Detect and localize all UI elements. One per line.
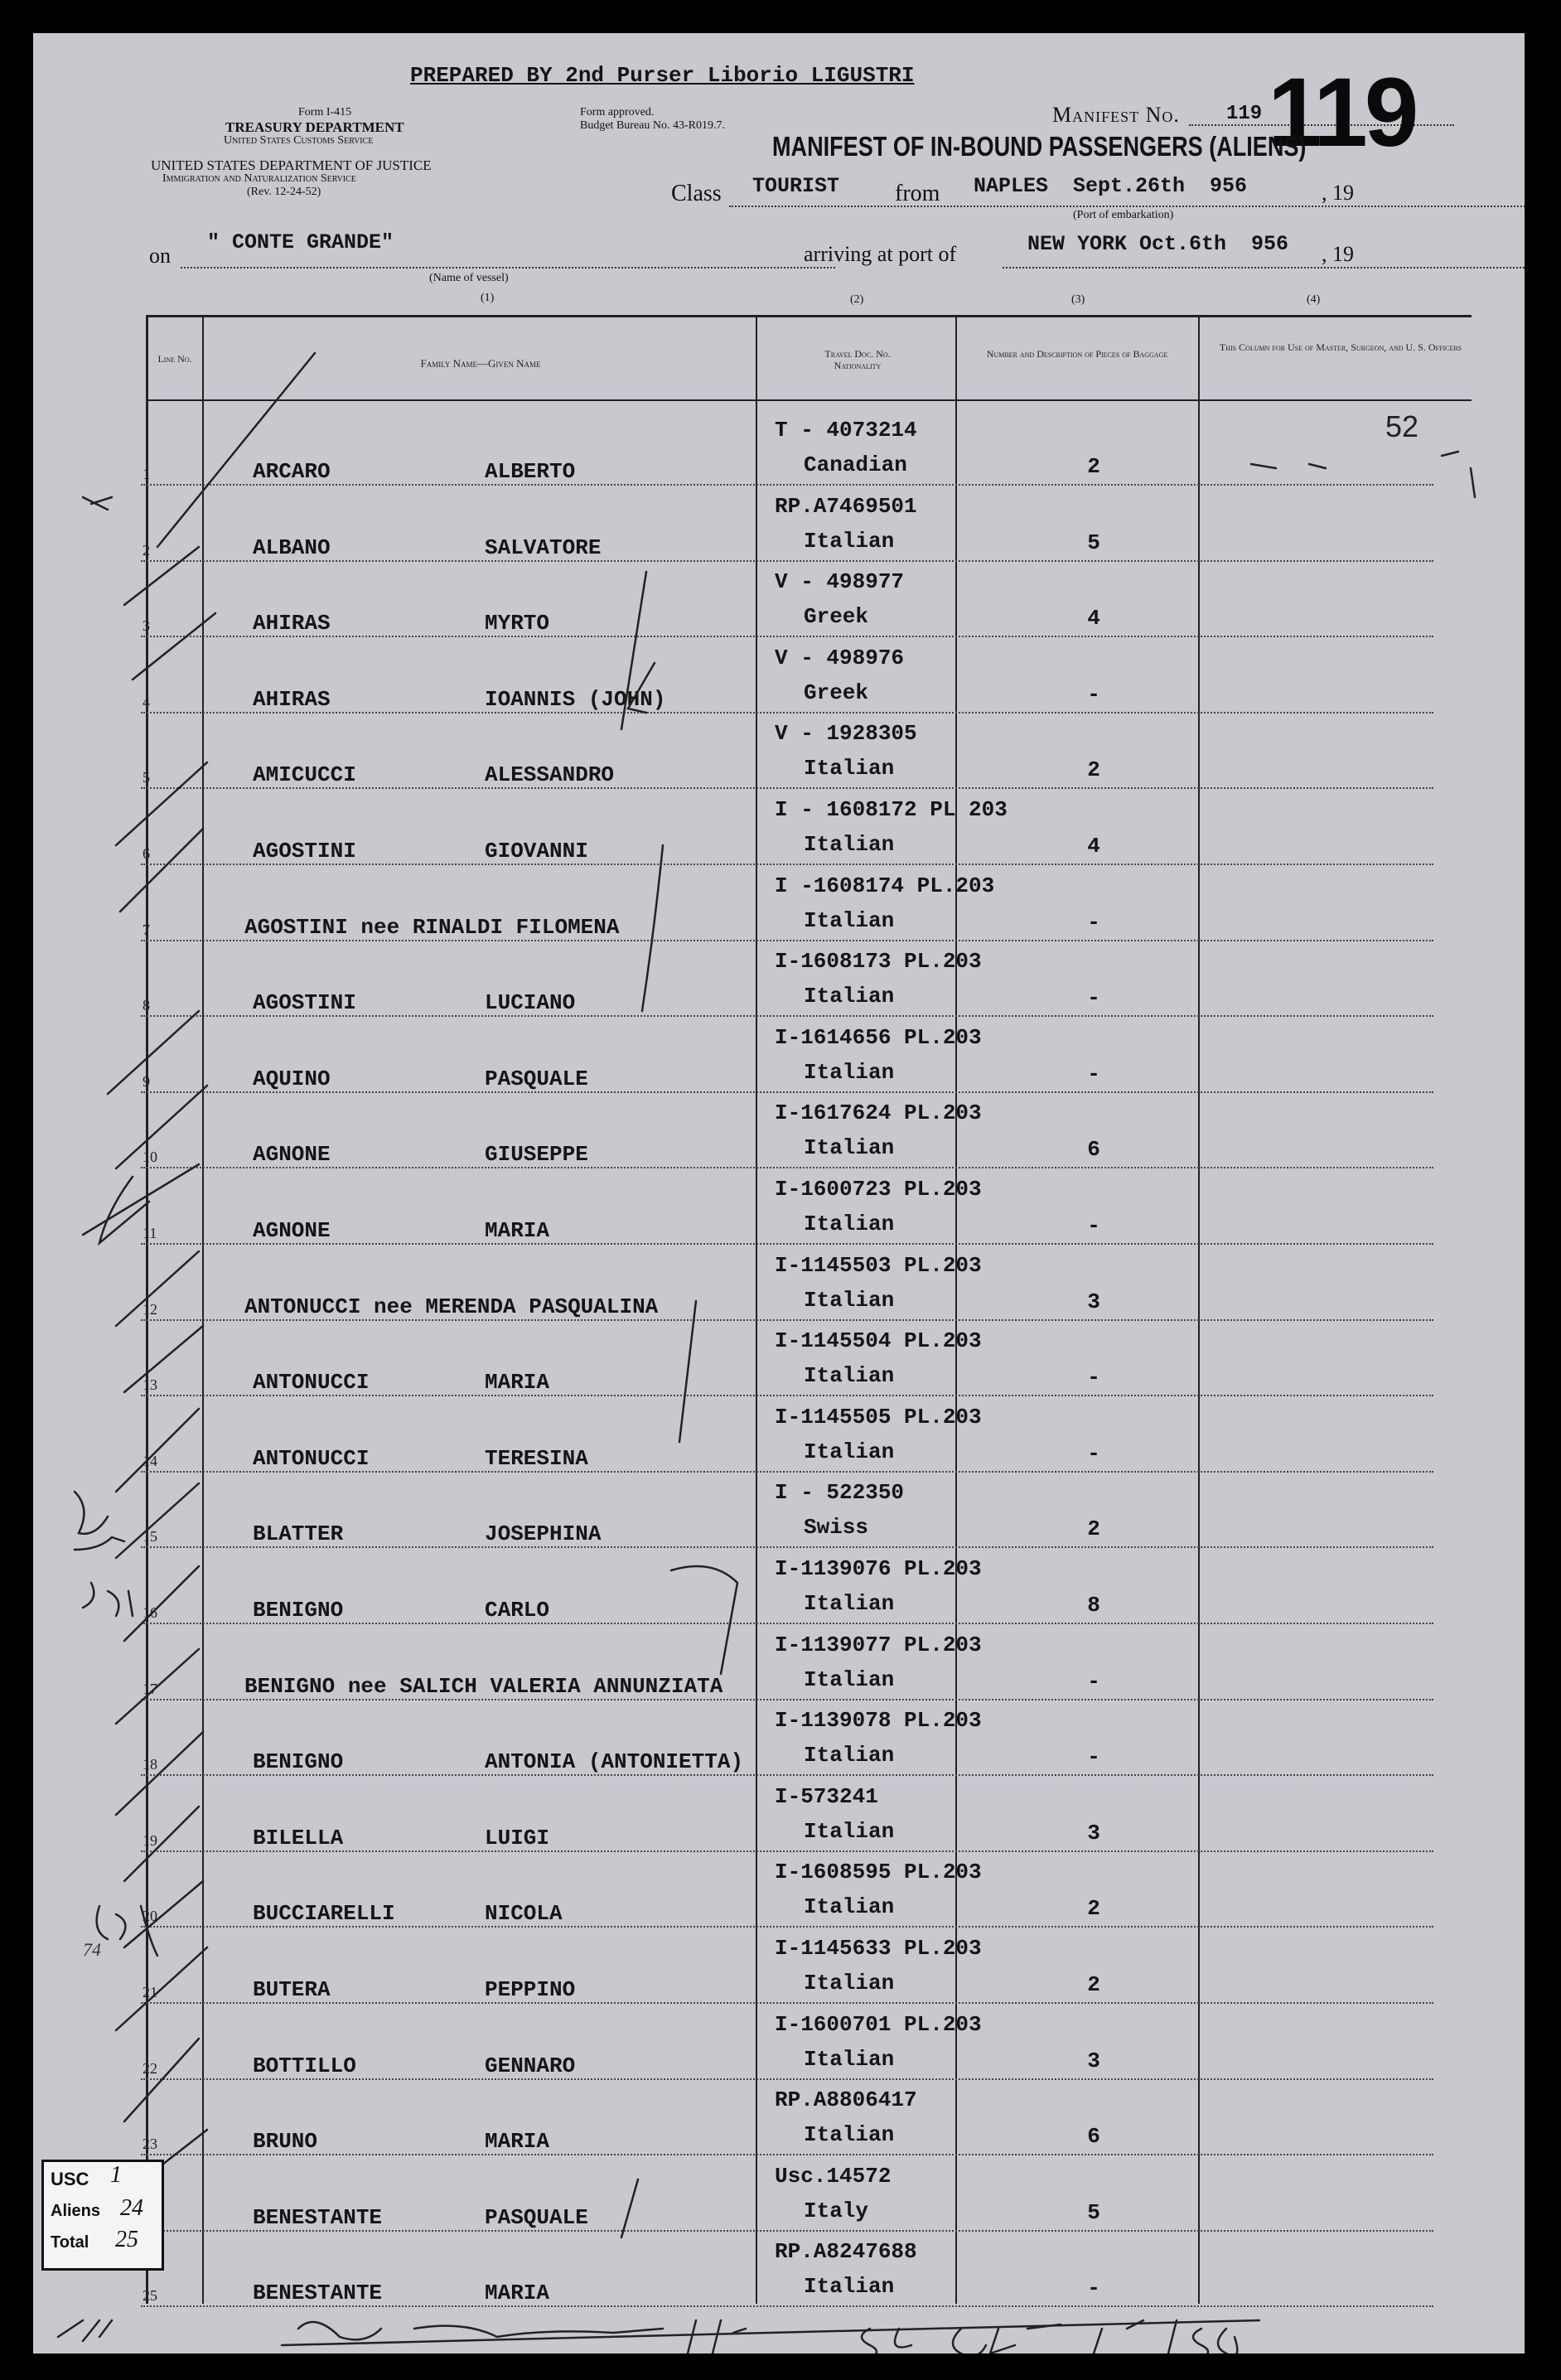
- line-number: 10: [143, 1149, 157, 1166]
- family-name: ANTONUCCI: [253, 1370, 370, 1396]
- line-number: 4: [143, 693, 150, 710]
- nationality: Italian: [804, 1287, 895, 1313]
- column-header-baggage: Number and Description of Pieces of Baggage: [986, 348, 1168, 360]
- column-header-name: Family Name—Given Name: [420, 357, 541, 370]
- given-name: GENNARO: [485, 2053, 576, 2078]
- col-number-2: (2): [850, 293, 864, 306]
- line-number: 15: [143, 1528, 157, 1546]
- family-name: AHIRAS: [253, 686, 331, 712]
- passenger-name: AGOSTINI nee RINALDI FILOMENA: [244, 914, 620, 940]
- given-name: GIOVANNI: [485, 839, 588, 863]
- vessel-name-label: (Name of vessel): [429, 272, 509, 284]
- nationality: Italian: [804, 2122, 895, 2148]
- customs-service: United States Customs Service: [224, 134, 374, 147]
- manifest-number-stamp: 119: [1268, 58, 1416, 167]
- arriving-label: arriving at port of: [804, 242, 957, 266]
- nationality: Swiss: [804, 1515, 869, 1541]
- budget-bureau: Budget Bureau No. 43-R019.7.: [580, 119, 725, 132]
- given-name: LUIGI: [485, 1825, 550, 1850]
- given-name: MYRTO: [485, 611, 550, 636]
- from-value: NAPLES Sept.26th 956: [974, 174, 1248, 198]
- line-number: 14: [143, 1452, 157, 1469]
- nationality: Canadian: [804, 452, 907, 477]
- vessel-name: " CONTE GRANDE": [207, 230, 394, 254]
- family-name: ALBANO: [253, 535, 331, 560]
- travel-doc-number: I-573241: [775, 1783, 878, 1809]
- line-number: 2: [143, 541, 150, 559]
- baggage-count: -: [1087, 681, 1100, 707]
- line-number: 20: [143, 1908, 157, 1925]
- nationality: Italy: [804, 2198, 869, 2223]
- margin-note-74: 74: [83, 1939, 101, 1960]
- baggage-count: 3: [1087, 2048, 1100, 2073]
- manifest-number-typed: 119: [1226, 103, 1263, 125]
- baggage-count: 6: [1087, 2124, 1100, 2150]
- baggage-count: -: [1087, 1440, 1100, 1466]
- from-label: from: [895, 181, 940, 206]
- treasury-department: TREASURY DEPARTMENT: [225, 119, 404, 135]
- line-number: 17: [143, 1680, 157, 1697]
- given-name: MARIA: [485, 2129, 550, 2155]
- nationality: Italian: [804, 2274, 895, 2300]
- baggage-count: -: [1087, 1061, 1100, 1086]
- line-number: 13: [143, 1376, 157, 1394]
- given-name: CARLO: [485, 1598, 550, 1623]
- travel-doc-number: RP.A8247688: [775, 2239, 917, 2265]
- nationality: Greek: [804, 604, 869, 630]
- given-name: PEPPINO: [485, 1977, 576, 2002]
- travel-doc-number: I-1600701 PL.203: [775, 2011, 982, 2037]
- port-embarkation-label: (Port of embarkation): [1073, 209, 1174, 221]
- family-name: ANTONUCCI: [253, 1445, 370, 1471]
- line-number: 9: [143, 1072, 150, 1090]
- year-suffix-2: , 19: [1322, 242, 1354, 266]
- travel-doc-number: V - 1928305: [775, 721, 917, 747]
- travel-doc-number: I-1608595 PL.203: [775, 1860, 982, 1885]
- line-number: 6: [143, 845, 150, 862]
- passenger-name: ANTONUCCI nee MERENDA PASQUALINA: [244, 1294, 659, 1319]
- nationality: Italian: [804, 1971, 895, 1995]
- line-number: 23: [143, 2136, 157, 2153]
- usc-label: USC: [51, 2169, 89, 2189]
- handwriting-marks: [33, 33, 1525, 2353]
- family-name: ARCARO: [253, 459, 331, 484]
- baggage-count: -: [1087, 1213, 1100, 1238]
- family-name: AMICUCCI: [253, 762, 356, 788]
- line-number: 8: [143, 997, 150, 1014]
- baggage-count: 2: [1087, 1517, 1100, 1542]
- totals-stamp: [41, 2160, 164, 2271]
- aliens-value: 24: [120, 2195, 143, 2221]
- baggage-count: -: [1087, 985, 1100, 1011]
- baggage-count: 2: [1087, 757, 1100, 783]
- given-name: NICOLA: [485, 1901, 563, 1927]
- travel-doc-number: I-1145504 PL.203: [775, 1328, 982, 1354]
- travel-doc-number: I - 1608172 PL 203: [775, 797, 1008, 822]
- nationality: Italian: [804, 1666, 895, 1692]
- col-number-3: (3): [1071, 293, 1085, 306]
- manifest-title: MANIFEST OF IN-BOUND PASSENGERS (ALIENS): [772, 131, 1307, 162]
- family-name: BENIGNO: [253, 1749, 344, 1775]
- given-name: ALBERTO: [485, 459, 576, 484]
- family-name: AGOSTINI: [253, 839, 356, 863]
- given-name: ANTONIA (ANTONIETTA): [485, 1749, 744, 1775]
- travel-doc-number: I-1145503 PL.203: [775, 1252, 982, 1278]
- line-number: 22: [143, 2059, 157, 2077]
- given-name: MARIA: [485, 1370, 550, 1396]
- travel-doc-number: V - 498976: [775, 645, 905, 670]
- nationality: Italian: [804, 1135, 895, 1161]
- family-name: AGOSTINI: [253, 990, 356, 1016]
- family-name: BUTERA: [253, 1977, 331, 2002]
- travel-doc-number: RP.A8806417: [775, 2087, 917, 2113]
- annotation-52: 52: [1385, 409, 1419, 443]
- given-name: LUCIANO: [485, 990, 576, 1016]
- family-name: AGNONE: [253, 1218, 331, 1243]
- manifest-page: [33, 33, 1525, 2353]
- baggage-count: 5: [1087, 2199, 1100, 2225]
- nationality: Italian: [804, 756, 895, 781]
- column-header-travel-doc: Travel Doc. No. Nationality: [824, 348, 891, 371]
- line-number: 1: [143, 466, 150, 482]
- given-name: PASQUALE: [485, 2204, 588, 2230]
- baggage-count: 4: [1087, 834, 1100, 859]
- aliens-label: Aliens: [51, 2202, 101, 2220]
- baggage-count: 2: [1087, 454, 1100, 479]
- nationality: Italian: [804, 528, 895, 554]
- nationality: Italian: [804, 907, 895, 933]
- travel-doc-number: V - 498977: [775, 569, 905, 595]
- baggage-count: 3: [1087, 1820, 1100, 1845]
- family-name: BENIGNO: [253, 1598, 344, 1623]
- given-name: GIUSEPPE: [485, 1142, 588, 1168]
- line-number: 11: [143, 1225, 157, 1241]
- family-name: AGNONE: [253, 1142, 331, 1168]
- travel-doc-number: I-1614656 PL.203: [775, 1024, 982, 1050]
- travel-doc-number: RP.A7469501: [775, 493, 917, 519]
- family-name: BOTTILLO: [253, 2053, 356, 2078]
- nationality: Italian: [804, 1894, 895, 1920]
- baggage-count: 2: [1087, 1896, 1100, 1922]
- travel-doc-number: Usc.14572: [775, 2163, 892, 2189]
- nationality: Italian: [804, 832, 895, 857]
- travel-doc-number: I-1139078 PL.203: [775, 1708, 982, 1734]
- total-value: 25: [115, 2227, 138, 2252]
- baggage-count: -: [1087, 2276, 1100, 2301]
- justice-department: UNITED STATES DEPARTMENT OF JUSTICE: [151, 157, 432, 173]
- baggage-count: -: [1087, 1668, 1100, 1694]
- travel-doc-number: I-1617624 PL.203: [775, 1101, 982, 1126]
- nationality: Greek: [804, 680, 869, 705]
- line-number: 5: [143, 769, 150, 786]
- given-name: MARIA: [485, 1218, 550, 1243]
- baggage-count: -: [1087, 909, 1100, 935]
- given-name: SALVATORE: [485, 535, 602, 560]
- col-number-1: (1): [481, 292, 495, 304]
- line-number: 3: [143, 617, 150, 635]
- travel-doc-number: I - 522350: [775, 1480, 905, 1506]
- given-name: ALESSANDRO: [485, 762, 615, 788]
- baggage-count: -: [1087, 1744, 1100, 1770]
- travel-doc-number: I-1145505 PL.203: [775, 1404, 982, 1429]
- line-number: 16: [143, 1604, 157, 1621]
- travel-doc-number: I-1608173 PL.203: [775, 949, 982, 975]
- total-label: Total: [51, 2233, 89, 2252]
- travel-doc-number: I-1145633 PL.203: [775, 1936, 982, 1961]
- family-name: BRUNO: [253, 2129, 318, 2155]
- line-number: 7: [143, 921, 150, 938]
- family-name: BLATTER: [253, 1521, 344, 1547]
- column-header-line: Line No.: [157, 353, 192, 365]
- form-number: Form I-415: [298, 106, 352, 119]
- family-name: AQUINO: [253, 1066, 331, 1091]
- given-name: IOANNIS (JOHN): [485, 686, 666, 712]
- baggage-count: -: [1087, 1365, 1100, 1391]
- line-number: 25: [143, 2287, 157, 2305]
- manifest-label: Manifest No.: [1052, 103, 1180, 127]
- family-name: BENESTANTE: [253, 2204, 383, 2230]
- baggage-count: 3: [1087, 1289, 1100, 1314]
- year-suffix-1: , 19: [1322, 181, 1354, 205]
- travel-doc-number: T - 4073214: [775, 418, 917, 443]
- baggage-count: 5: [1087, 530, 1100, 555]
- baggage-count: 6: [1087, 1137, 1100, 1163]
- nationality: Italian: [804, 1363, 895, 1389]
- immigration-service: Immigration and Naturalization Service: [162, 172, 356, 185]
- line-number: 18: [143, 1756, 157, 1773]
- usc-value: 1: [110, 2162, 122, 2188]
- nationality: Italian: [804, 984, 895, 1009]
- baggage-count: 2: [1087, 1972, 1100, 1997]
- prepared-by: PREPARED BY 2nd Purser Liborio LIGUSTRI: [410, 63, 915, 88]
- on-label: on: [149, 244, 171, 268]
- travel-doc-number: I-1139077 PL.203: [775, 1632, 982, 1657]
- nationality: Italian: [804, 1818, 895, 1844]
- revision-date: (Rev. 12-24-52): [247, 186, 321, 198]
- nationality: Italian: [804, 1743, 895, 1768]
- line-number: 19: [143, 1831, 157, 1849]
- family-name: BILELLA: [253, 1825, 344, 1850]
- nationality: Italian: [804, 2046, 895, 2072]
- line-number: 12: [143, 1300, 157, 1318]
- class-label: Class: [671, 181, 722, 206]
- nationality: Italian: [804, 1059, 895, 1085]
- family-name: BUCCIARELLI: [253, 1901, 395, 1927]
- given-name: PASQUALE: [485, 1066, 588, 1091]
- nationality: Italian: [804, 1439, 895, 1464]
- baggage-count: 8: [1087, 1593, 1100, 1618]
- given-name: JOSEPHINA: [485, 1521, 602, 1547]
- arriving-value: NEW YORK Oct.6th 956: [1027, 232, 1289, 256]
- passenger-name: BENIGNO nee SALICH VALERIA ANNUNZIATA: [244, 1673, 723, 1699]
- given-name: MARIA: [485, 2281, 550, 2306]
- nationality: Italian: [804, 1212, 895, 1236]
- travel-doc-number: I-1600723 PL.203: [775, 1177, 982, 1202]
- form-approved: Form approved.: [580, 106, 655, 119]
- nationality: Italian: [804, 1591, 895, 1616]
- family-name: AHIRAS: [253, 611, 331, 636]
- column-header-officers: This Column for Use of Master, Surgeon, and U. S. Officers: [1219, 341, 1462, 353]
- family-name: BENESTANTE: [253, 2281, 383, 2306]
- col-number-4: (4): [1307, 293, 1321, 306]
- baggage-count: 4: [1087, 606, 1100, 631]
- travel-doc-number: I-1139076 PL.203: [775, 1556, 982, 1581]
- class-value: TOURIST: [752, 174, 840, 198]
- travel-doc-number: I -1608174 PL.203: [775, 873, 995, 898]
- line-number: 21: [143, 1984, 157, 2000]
- given-name: TERESINA: [485, 1445, 588, 1471]
